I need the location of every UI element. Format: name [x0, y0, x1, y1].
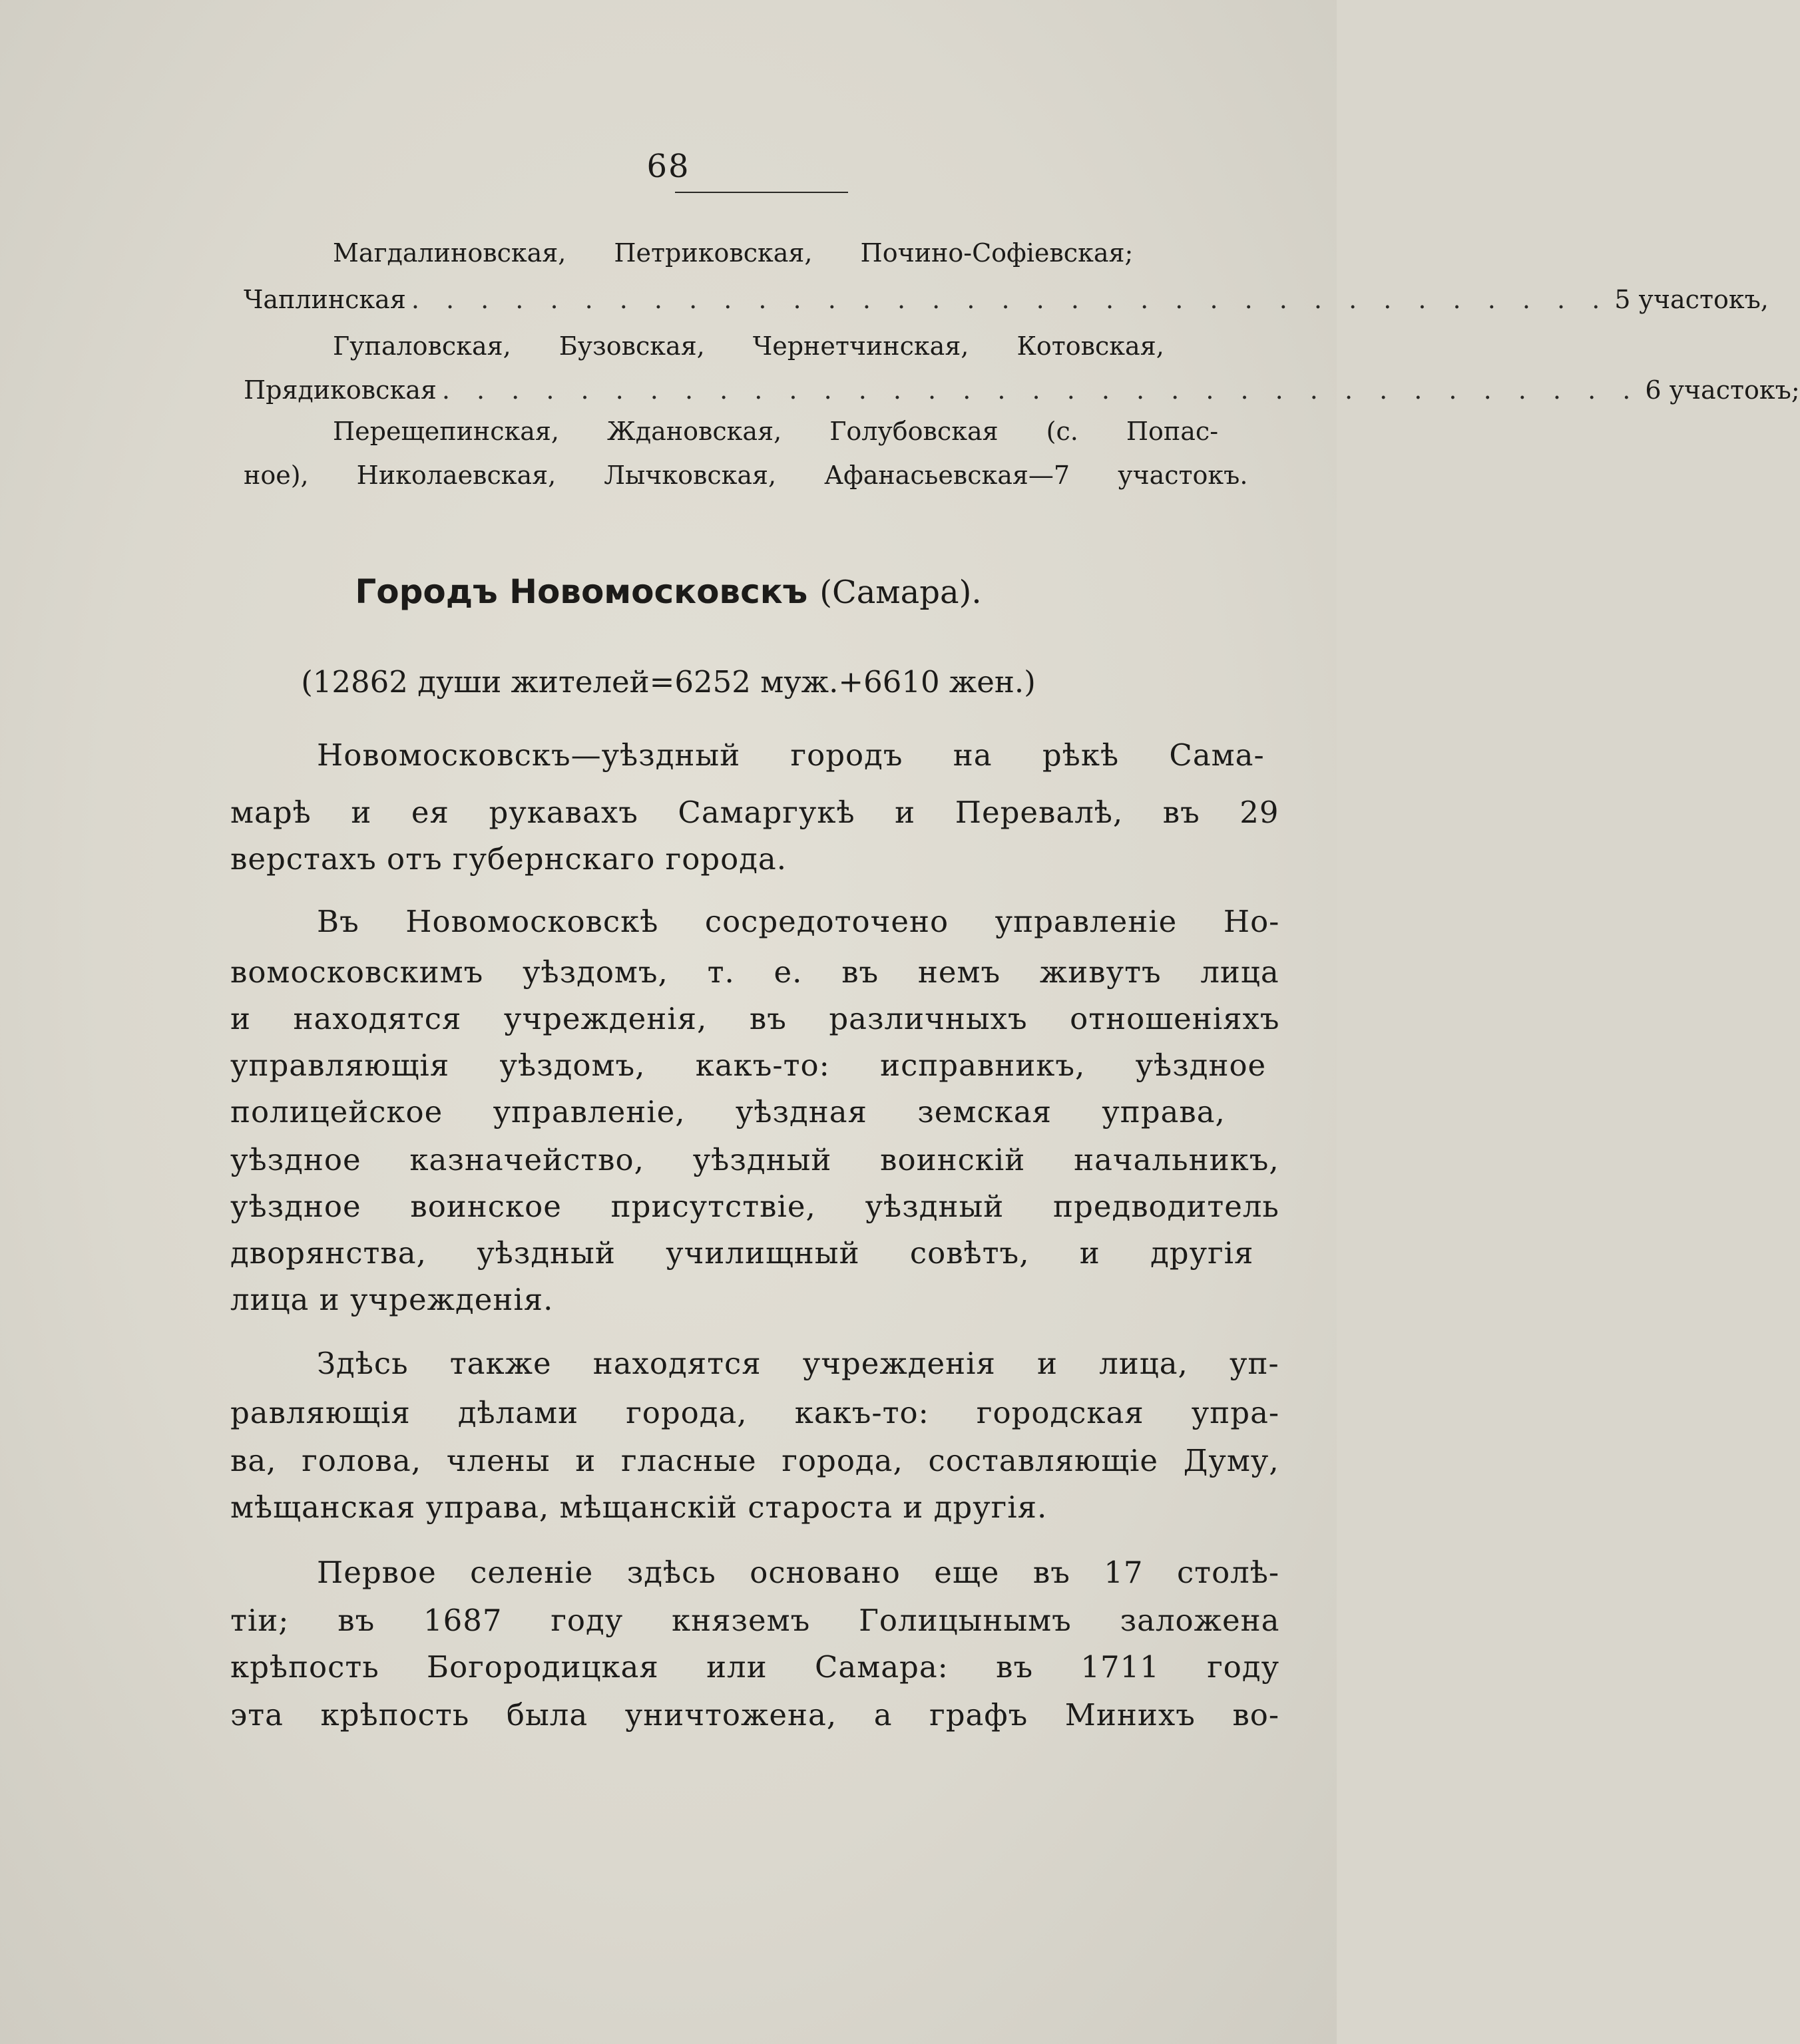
district-line-5: Перещепинская, Ждановская, Голубовская (с. Попас-: [333, 417, 1219, 446]
paragraph-3-line-4: мѣщанская управа, мѣщанскій староста и другія.: [230, 1490, 1048, 1525]
paragraph-1-line-2: марѣ и ея рукавахъ Самаргукѣ и Перевалѣ, въ 29: [230, 795, 1279, 830]
paragraph-2-line-9: лица и учрежденія.: [230, 1282, 554, 1317]
paragraph-2-line-4: управляющія уѣздомъ, какъ-то: исправникъ, уѣздное: [230, 1048, 1267, 1083]
paragraph-1-line-3: верстахъ отъ губернскаго города.: [230, 841, 788, 877]
paragraph-3-line-1: Здѣсь также находятся учрежденія и лица, уп-: [317, 1346, 1279, 1381]
paragraph-2-line-3: и находятся учрежденія, въ различныхъ отношеніяхъ: [230, 1001, 1280, 1036]
district-number: 6 участокъ;: [1645, 375, 1800, 405]
paragraph-2-line-8: дворянства, уѣздный училищный совѣтъ, и другія: [230, 1235, 1254, 1271]
district-line-2: [244, 285, 1769, 314]
leader-dots: . . . . . . . . . . . . . . . . . . . . . . . . . . . . . . . . . . .: [411, 285, 1610, 314]
paragraph-2-line-6: уѣздное казначейство, уѣздный воинскій начальникъ,: [230, 1142, 1279, 1177]
paragraph-2-line-1: Въ Новомосковскѣ сосредоточено управленіе Но-: [317, 904, 1280, 939]
section-title: Городъ Новомосковскъ: [355, 572, 808, 611]
section-title-alt: (Самара).: [819, 574, 982, 611]
paragraph-4-line-2: тіи; въ 1687 году княземъ Голицынымъ заложена: [230, 1603, 1280, 1638]
population-stats: (12862 души жителей=6252 муж.+6610 жен.): [301, 664, 1036, 700]
leader-dots: . . . . . . . . . . . . . . . . . . . . . . . . . . . . . . . . . . .: [441, 375, 1640, 405]
paragraph-3-line-2: равляющія дѣлами города, какъ-то: городская упра-: [230, 1395, 1280, 1430]
page-number: 68: [646, 148, 690, 185]
district-line-6: ное), Николаевская, Лычковская, Афанасьевская—7 участокъ.: [244, 461, 1248, 490]
paragraph-3-line-3: ва, голова, члены и гласные города, составляющіе Думу,: [230, 1443, 1279, 1478]
paragraph-2-line-7: уѣздное воинское присутствіе, уѣздный предводитель: [230, 1189, 1279, 1224]
paragraph-1-line-1: Новомосковскъ—уѣздный городъ на рѣкѣ Сама-: [317, 737, 1265, 773]
district-line-3: Гупаловская, Бузовская, Чернетчинская, Котовская,: [333, 331, 1164, 361]
page-number-rule: [675, 192, 848, 193]
paragraph-4-line-4: эта крѣпость была уничтожена, а графъ Минихъ во-: [230, 1697, 1280, 1733]
district-line-1: Магдалиновская, Петриковская, Почино-Софіевская;: [333, 238, 1134, 268]
paragraph-2-line-5: полицейское управленіе, уѣздная земская управа,: [230, 1094, 1226, 1129]
district-name: Прядиковская: [244, 375, 437, 405]
paragraph-2-line-2: вомосковскимъ уѣздомъ, т. е. въ немъ живутъ лица: [230, 954, 1279, 990]
paragraph-4-line-1: Первое селеніе здѣсь основано еще въ 17 столѣ-: [317, 1555, 1280, 1590]
paragraph-4-line-3: крѣпость Богородицкая или Самара: въ 1711 году: [230, 1649, 1280, 1685]
district-name: Чаплинская: [244, 285, 406, 314]
district-line-4: [244, 375, 1800, 405]
section-heading: [0, 572, 1337, 611]
district-number: 5 участокъ,: [1614, 285, 1769, 314]
